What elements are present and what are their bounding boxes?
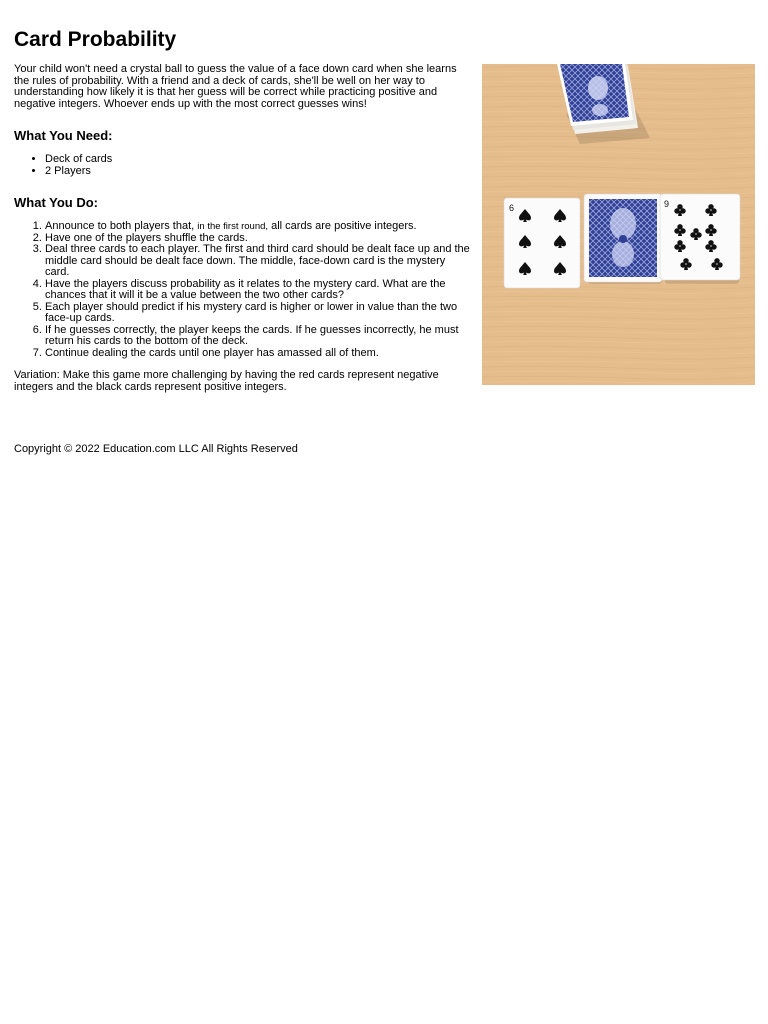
card-rank-left: 6 (509, 203, 515, 213)
what-you-need-heading: What You Need: (14, 128, 113, 143)
card-nine-of-clubs (660, 194, 740, 284)
card-face-down (584, 194, 662, 284)
step-item: 2. Have one of the players shuffle the cards. (45, 233, 472, 245)
variation-paragraph: Variation: Make this game more challenging by having the red cards represent negative integers and the black cards represent positive integers. (14, 369, 439, 393)
need-item: • Deck of cards (45, 154, 472, 166)
steps-list (14, 221, 472, 359)
step-item (45, 221, 472, 233)
step-item: 6. If he guesses correctly, the player keeps the cards. If he guesses incorrectly, he must return his cards to the bottom of the deck. (45, 325, 472, 348)
page-title: Card Probability (14, 28, 177, 51)
cards-photo (482, 64, 755, 385)
copyright-footer: Copyright © 2022 Education.com LLC All Rights Reserved (14, 443, 298, 455)
article-body (14, 64, 472, 393)
step-text-small: in the first round, (197, 221, 269, 232)
intro-paragraph: Your child won't need a crystal ball to guess the value of a face down card when she learns the rules of probability. With a friend and a deck of cards, she'll be well on her way to understanding how likely it is that her guess will be correct while practicing positive and negative integers. Whoever ends up with the most correct guesses wins! (14, 63, 457, 110)
step-item: 7. Continue dealing the cards until one player has amassed all of them. (45, 348, 472, 360)
step-text: Announce to both players that, (45, 220, 198, 232)
step-text: all cards are positive integers. (268, 220, 417, 232)
needs-list (14, 154, 472, 177)
card-six-of-spades (504, 198, 580, 288)
need-item: • 2 Players (45, 166, 472, 178)
card-rank-right: 9 (664, 199, 670, 209)
step-item: 3. Deal three cards to each player. The first and third card should be dealt face up and the middle card should be dealt face down. The middle, face-down card is the mystery card. (45, 244, 472, 279)
step-item: 5. Each player should predict if his mystery card is higher or lower in value than the two face-up cards. (45, 302, 472, 325)
what-you-do-heading: What You Do: (14, 195, 99, 210)
step-item: 4. Have the players discuss probability as it relates to the mystery card. What are the chances that it will it be a value between the two other cards? (45, 279, 472, 302)
